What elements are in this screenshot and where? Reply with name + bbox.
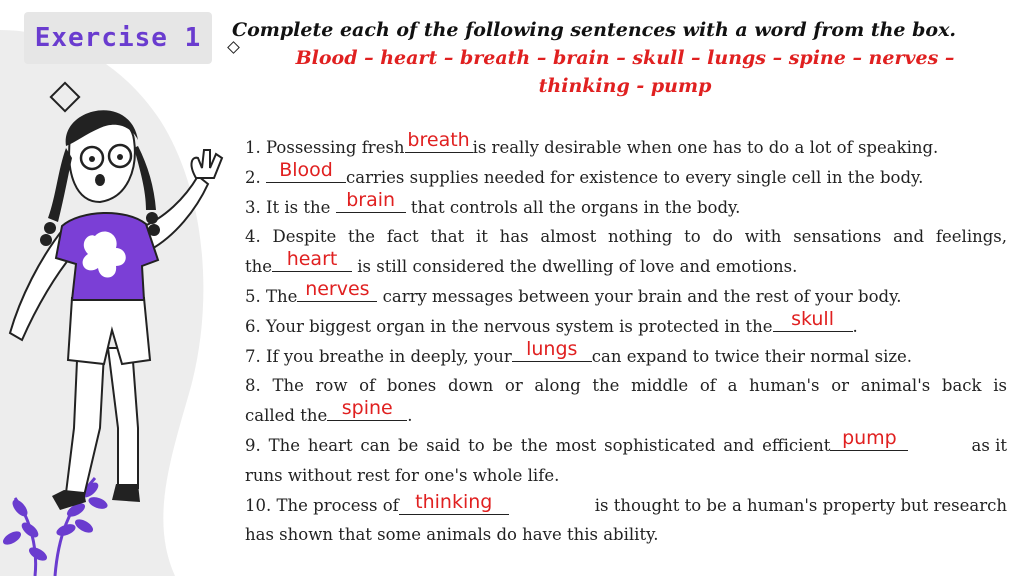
answer-word: nerves (305, 277, 370, 300)
answer-blank (336, 188, 406, 213)
answer-word: lungs (526, 337, 578, 360)
word-box-line-2: thinking - pump (538, 75, 712, 97)
sentence-9-line-2: runs without rest for one's whole life. (245, 465, 560, 485)
sentence-text: can expand to twice their normal size. (591, 346, 913, 366)
answer-blank (272, 248, 352, 272)
sentence-5 (245, 277, 1007, 312)
sentence-9-line-1 (245, 426, 1007, 461)
answer-blank (830, 426, 908, 451)
answer-blank (266, 158, 346, 183)
sentence-text: 10. The process of (245, 495, 399, 515)
sentence-text: 9. The heart can be said to be the most sophisticated and efficient (245, 435, 831, 455)
sentence-text: is really desirable when one has to do a lot of speaking. (472, 138, 939, 157)
answer-blank (297, 277, 377, 302)
sentence-text: the (245, 257, 273, 277)
sentence-text: . (407, 406, 413, 426)
sentence-10-line-2: has shown that some animals do have this ability. (245, 525, 659, 545)
sentence-text: 5. The (245, 286, 298, 306)
sentence-text: 6. Your biggest organ in the nervous system is protected in the (245, 316, 773, 336)
sentence-8-line-1: 8. The row of bones down or along the middle of a human's or animal's back is (245, 376, 1007, 396)
exercise-badge (24, 12, 212, 64)
instruction-text: Complete each of the following sentences with a word from the box. (232, 19, 957, 41)
sentence-text: 7. If you breathe in deeply, your (245, 346, 512, 366)
sentence-7 (245, 337, 1007, 372)
sentence-list (245, 129, 1007, 550)
answer-word: skull (791, 307, 834, 330)
answer-blank (512, 337, 592, 362)
answer-word: heart (286, 248, 338, 271)
sentence-1 (245, 129, 1007, 163)
sentence-text: is thought to be a human's property but research (594, 495, 1007, 515)
sentence-text: 3. It is the (245, 197, 336, 217)
sentence-4-line-1: 4. Despite the fact that it has almost nothing to do with sensations and feelings, (245, 227, 1007, 247)
answer-word: Blood (279, 158, 333, 181)
sentence-text: is still considered the dwelling of love and emotions. (352, 257, 798, 277)
answer-blank (327, 397, 407, 421)
answer-word: thinking (415, 490, 493, 513)
sentence-text: carry messages between your brain and the rest of your body. (377, 286, 902, 306)
sentence-text: carries supplies needed for existence to every single cell in the body. (346, 167, 924, 187)
sentence-text: as it (971, 435, 1007, 455)
answer-word: brain (346, 188, 396, 211)
sentence-text: 1. Possessing fresh (245, 138, 405, 157)
sentence-3 (245, 188, 1007, 223)
answer-blank (773, 307, 853, 332)
sentence-6 (245, 307, 1007, 342)
answer-word: pump (842, 426, 897, 449)
sentence-text: 2. (245, 167, 266, 187)
sentence-text: that controls all the organs in the body. (405, 197, 741, 217)
answer-word: spine (341, 397, 393, 420)
sentence-text: called the (245, 406, 328, 426)
answer-blank (405, 129, 473, 153)
student-illustration (0, 98, 232, 576)
word-box-line-1: Blood – heart – breath – brain – skull – lungs – spine – nerves – (295, 47, 955, 69)
exercise-title: Exercise 1 (34, 23, 202, 53)
lavender-plant-icon (1, 478, 109, 576)
answer-blank (399, 490, 509, 515)
answer-word: breath (407, 129, 470, 151)
sentence-text: . (852, 316, 858, 336)
sentence-10-line-1 (245, 491, 1007, 521)
instruction-block (232, 16, 1018, 100)
